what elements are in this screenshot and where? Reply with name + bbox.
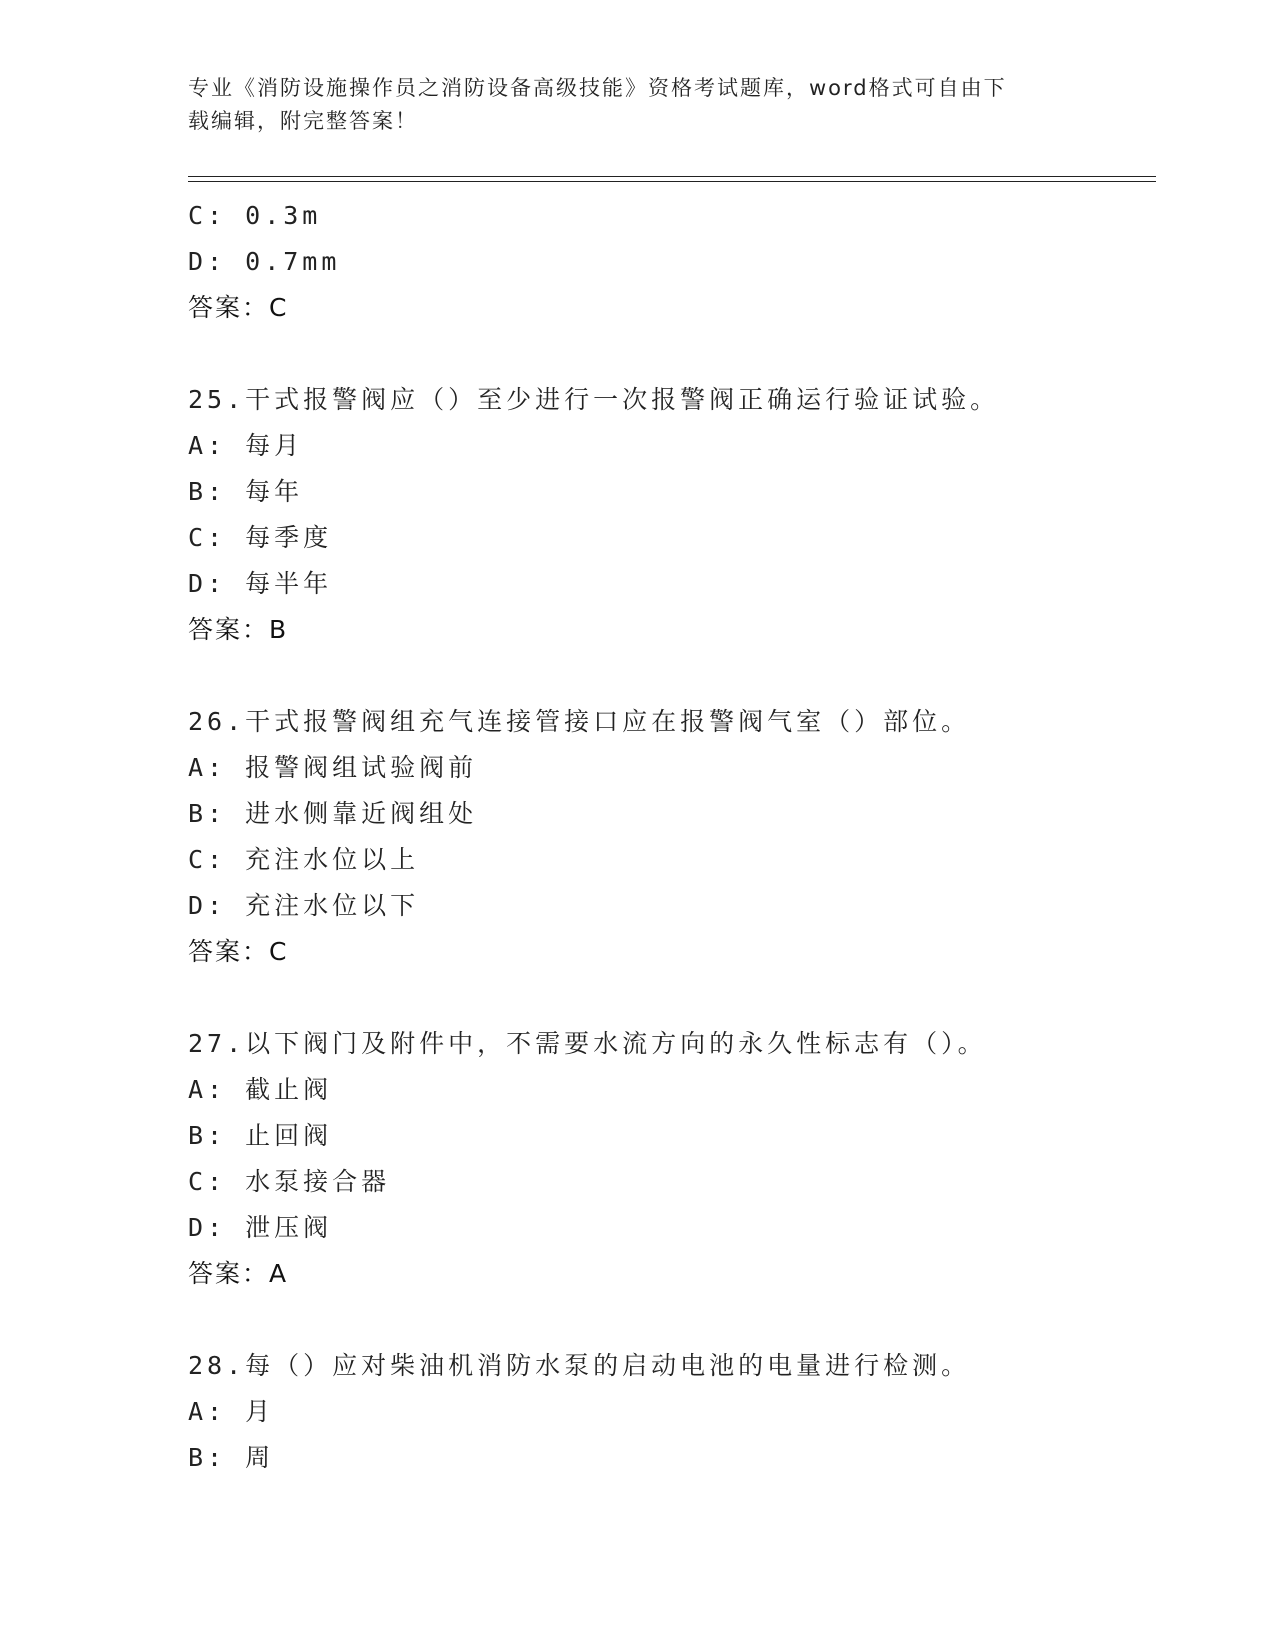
spacer (188, 331, 1156, 377)
header-line-1: 专业《消防设施操作员之消防设备高级技能》资格考试题库，word格式可自由下 (188, 76, 1007, 100)
question-stem: 25.干式报警阀应（）至少进行一次报警阀正确运行验证试验。 (188, 385, 1000, 414)
spacer (188, 1297, 1156, 1343)
question-stem: 26.干式报警阀组充气连接管接口应在报警阀气室（）部位。 (188, 707, 971, 736)
option-d: D: 泄压阀 (188, 1213, 333, 1242)
option-b: B: 周 (188, 1443, 275, 1472)
option-a: A: 截止阀 (188, 1075, 333, 1104)
question-stem: 28.每（）应对柴油机消防水泵的启动电池的电量进行检测。 (188, 1351, 971, 1380)
answer-line: 答案：C (188, 937, 289, 966)
question-stem: 27.以下阀门及附件中，不需要水流方向的永久性标志有（）。 (188, 1029, 987, 1058)
option-d: D: 每半年 (188, 569, 333, 598)
header-divider (188, 176, 1156, 182)
answer-line: 答案：B (188, 615, 289, 644)
answer-line: 答案：A (188, 1259, 289, 1288)
header-line-2: 载编辑，附完整答案！ (188, 109, 418, 133)
option-d: D: 0.7mm (188, 247, 341, 276)
option-c: C: 每季度 (188, 523, 333, 552)
document-header (188, 72, 1088, 138)
option-a: A: 月 (188, 1397, 275, 1426)
spacer (188, 653, 1156, 699)
option-a: A: 报警阀组试验阀前 (188, 753, 478, 782)
option-c: C: 0.3m (188, 201, 322, 230)
option-c: C: 水泵接合器 (188, 1167, 391, 1196)
option-d: D: 充注水位以下 (188, 891, 420, 920)
option-b: B: 进水侧靠近阀组处 (188, 799, 478, 828)
spacer (188, 975, 1156, 1021)
option-b: B: 止回阀 (188, 1121, 333, 1150)
option-b: B: 每年 (188, 477, 304, 506)
option-a: A: 每月 (188, 431, 304, 460)
option-c: C: 充注水位以上 (188, 845, 420, 874)
answer-line: 答案：C (188, 293, 289, 322)
question-list (188, 193, 1156, 1481)
